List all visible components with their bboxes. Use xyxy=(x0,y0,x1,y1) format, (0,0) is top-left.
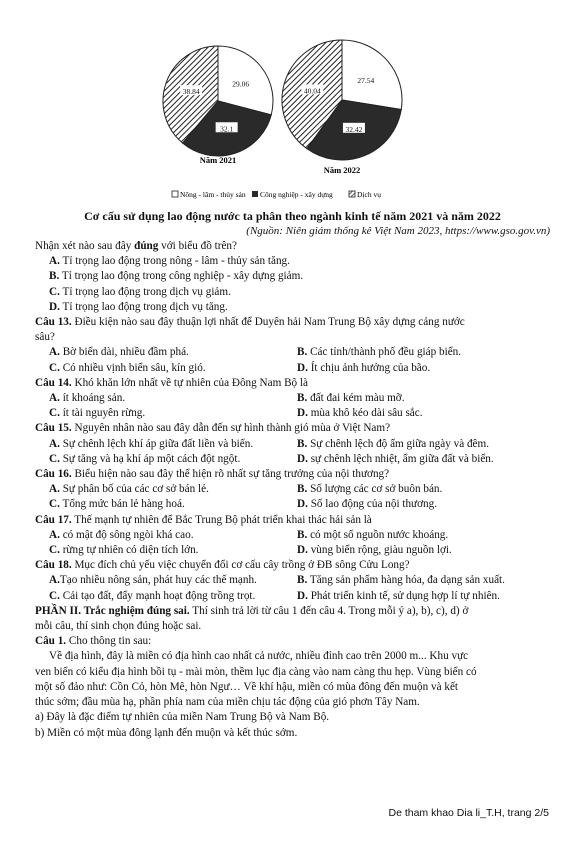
q13-option-b: B. Các tỉnh/thành phố đều giáp biển. xyxy=(297,346,462,359)
pie-0-value-label-2: 38.84 xyxy=(182,87,200,97)
q12-option-d: D. Tỉ trọng lao động trong dịch vụ tăng. xyxy=(49,300,228,313)
question-15-stem: Câu 15. Nguyên nhân nào sau đây dẫn đến sự hình thành gió mùa ở Việt Nam? xyxy=(35,422,391,435)
legend-swatch-1 xyxy=(172,191,178,197)
q18-options-row2 xyxy=(35,589,550,604)
part2-q1-statement-a: a) Đây là đặc điểm tự nhiên của miền Nam Trung Bộ và Nam Bộ. xyxy=(35,711,330,724)
pie-1-value-label-0: 27.54 xyxy=(357,75,375,85)
q16-options-row2 xyxy=(35,497,550,512)
part2-q1-statement-b: b) Miền có một mùa đông lạnh đến muộn và kết thúc sớm. xyxy=(35,726,298,739)
document-body xyxy=(35,208,550,741)
pie-1-slice-0 xyxy=(342,40,402,110)
q15-option-a: A. Sự chênh lệch khí áp giữa đất liền và biển. xyxy=(49,437,254,450)
chart-caption-title: Cơ cấu sử dụng lao động nước ta phân theo ngành kinh tế năm 2021 và năm 2022 xyxy=(84,209,501,223)
q15-options-row1 xyxy=(35,437,550,452)
question-12-stem: Nhận xét nào sau đây đúng với biểu đồ trên? xyxy=(35,240,237,252)
q16-option-b: B. Số lượng các cơ sở buôn bán. xyxy=(297,483,443,496)
part2-q1-paragraph-line1: Về địa hình, đây là miền có địa hình cao nhất cả nước, nhiều đỉnh cao trên 2000 m... Khu vực xyxy=(49,650,469,663)
pie-1 xyxy=(282,40,402,160)
part2-q1-paragraph-line3: một số đảo như: Cồn Cỏ, hòn Mê, hòn Ngư… Về khí hậu, miền có mùa đông đến muộn và kết xyxy=(35,680,459,693)
pie-0-value-label-0: 29.06 xyxy=(232,79,250,89)
chart-caption-source: (Nguồn: Niên giám thống kê Việt Nam 2023, https://www.gso.gov.vn) xyxy=(246,225,550,237)
q17-option-b: B. có một số nguồn nước khoáng. xyxy=(297,528,449,541)
q18-option-b: B. Tăng sản phẩm hàng hóa, đa dạng sản xuất. xyxy=(297,574,505,587)
q13-option-d: D. Ít chịu ảnh hưởng của bão. xyxy=(297,361,431,374)
q17-option-d: D. vùng biển rộng, giàu nguồn lợi. xyxy=(297,544,452,557)
q16-options-row1 xyxy=(35,482,550,497)
part2-heading-cont: mỗi câu, thí sinh chọn đúng hoặc sai. xyxy=(35,620,202,633)
question-16-stem: Câu 16. Biểu hiện nào sau đây thể hiện rõ nhất sự tăng trưởng của nội thương? xyxy=(35,468,390,481)
pie-1-value-label-2: 40.04 xyxy=(303,86,321,96)
part2-q1-paragraph-line4: thúc sớm; đầu mùa hạ, phần phía nam của miền chịu tác động của gió phơn Tây Nam. xyxy=(35,696,420,709)
chart-legend xyxy=(172,190,381,199)
q13-options-row1 xyxy=(35,345,550,360)
part2-q1-paragraph-line2: ven biển có kiểu địa hình bồi tụ - mài mòn, thềm lục địa càng vào nam càng thu hẹp. Vùng biển có xyxy=(35,665,477,678)
pie-label-2021: Năm 2021 xyxy=(199,155,237,165)
question-18-stem: Câu 18. Mục đích chủ yếu việc chuyển đổi cơ cấu cây trồng ở ĐB sông Cửu Long? xyxy=(35,559,410,572)
q16-option-d: D. Số lao động của nội thương. xyxy=(297,498,438,511)
q14-option-d: D. mùa khô kéo dài sâu sắc. xyxy=(297,407,423,420)
q12-option-c: C. Tỉ trọng lao động trong dịch vụ giảm. xyxy=(49,285,231,298)
q13-option-c: C. Có nhiều vịnh biển sâu, kín gió. xyxy=(49,361,206,374)
legend-label-2: Công nghiệp - xây dựng xyxy=(260,190,333,199)
legend-label-1: Nông - lâm - thủy sản xyxy=(180,190,246,199)
q13-option-a: A. Bờ biển dài, nhiều đầm phá. xyxy=(49,346,189,359)
q17-options-row2 xyxy=(35,543,550,558)
q18-option-c: C. Cải tạo đất, đẩy mạnh hoạt động trồng trọt. xyxy=(49,589,256,602)
q17-option-c: C. rừng tự nhiên có diện tích lớn. xyxy=(49,544,199,557)
legend-swatch-2 xyxy=(252,191,258,197)
legend-label-3: Dịch vụ xyxy=(357,190,381,199)
pie-chart-svg xyxy=(0,0,571,205)
q14-option-b: B. đất đai kém màu mỡ. xyxy=(297,392,405,405)
question-13-stem-cont: sâu? xyxy=(35,331,55,344)
q17-option-a: A. có mật độ sông ngòi khá cao. xyxy=(49,528,194,541)
question-17-stem: Câu 17. Thế mạnh tự nhiên để Bắc Trung Bộ phát triển khai thác hải sản là xyxy=(35,513,372,526)
q14-options-row1 xyxy=(35,391,550,406)
pie-charts xyxy=(0,0,571,205)
q15-option-d: D. sự chênh lệch nhiệt, ẩm giữa đất và biển. xyxy=(297,452,494,465)
q15-option-b: B. Sự chênh lệch độ ẩm giữa ngày và đêm. xyxy=(297,437,490,450)
legend-swatch-3 xyxy=(349,191,355,197)
q15-option-c: C. Sự tăng và hạ khí áp một cách đột ngột. xyxy=(49,452,241,465)
q14-option-c: C. ít tài nguyên rừng. xyxy=(49,407,146,420)
pie-0-value-label-1: 32.1 xyxy=(220,124,234,134)
part2-heading: PHẦN II. Trắc nghiệm đúng sai. Thí sinh trả lời từ câu 1 đến câu 4. Trong mỗi ý a), b), c), d) ở xyxy=(35,604,469,617)
pie-1-value-label-1: 32.42 xyxy=(345,124,363,134)
q17-options-row1 xyxy=(35,528,550,543)
q16-option-a: A. Sự phân bố của các cơ sở bán lẻ. xyxy=(49,483,209,496)
q18-options-row1 xyxy=(35,573,550,588)
q18-option-d: D. Phát triển kinh tế, sử dụng hợp lí tự nhiên. xyxy=(297,589,500,602)
pie-0 xyxy=(163,46,273,156)
pie-label-2022: Năm 2022 xyxy=(323,165,361,175)
q16-option-c: C. Tổng mức bán lẻ hàng hoá. xyxy=(49,498,185,511)
q12-option-a: A. Tỉ trọng lao động trong nông - lâm - thủy sản tăng. xyxy=(49,255,290,268)
part2-q1-stem: Câu 1. Cho thông tin sau: xyxy=(35,635,152,648)
question-14-stem: Câu 14. Khó khăn lớn nhất về tự nhiên của Đông Nam Bộ là xyxy=(35,376,308,389)
q18-option-a: A.Tạo nhiều nông sản, phát huy các thế mạnh. xyxy=(49,574,257,587)
q15-options-row2 xyxy=(35,452,550,467)
q14-options-row2 xyxy=(35,406,550,421)
q14-option-a: A. ít khoáng sản. xyxy=(49,392,126,405)
q12-option-b: B. Tỉ trọng lao động trong công nghiệp - xây dựng giảm. xyxy=(49,270,304,283)
question-13-stem: Câu 13. Điều kiện nào sau đây thuận lợi nhất để Duyên hải Nam Trung Bộ xây dựng cảng nước xyxy=(35,316,465,329)
page-footer: De tham khao Dia li_T.H, trang 2/5 xyxy=(388,807,549,819)
q13-options-row2 xyxy=(35,361,550,376)
